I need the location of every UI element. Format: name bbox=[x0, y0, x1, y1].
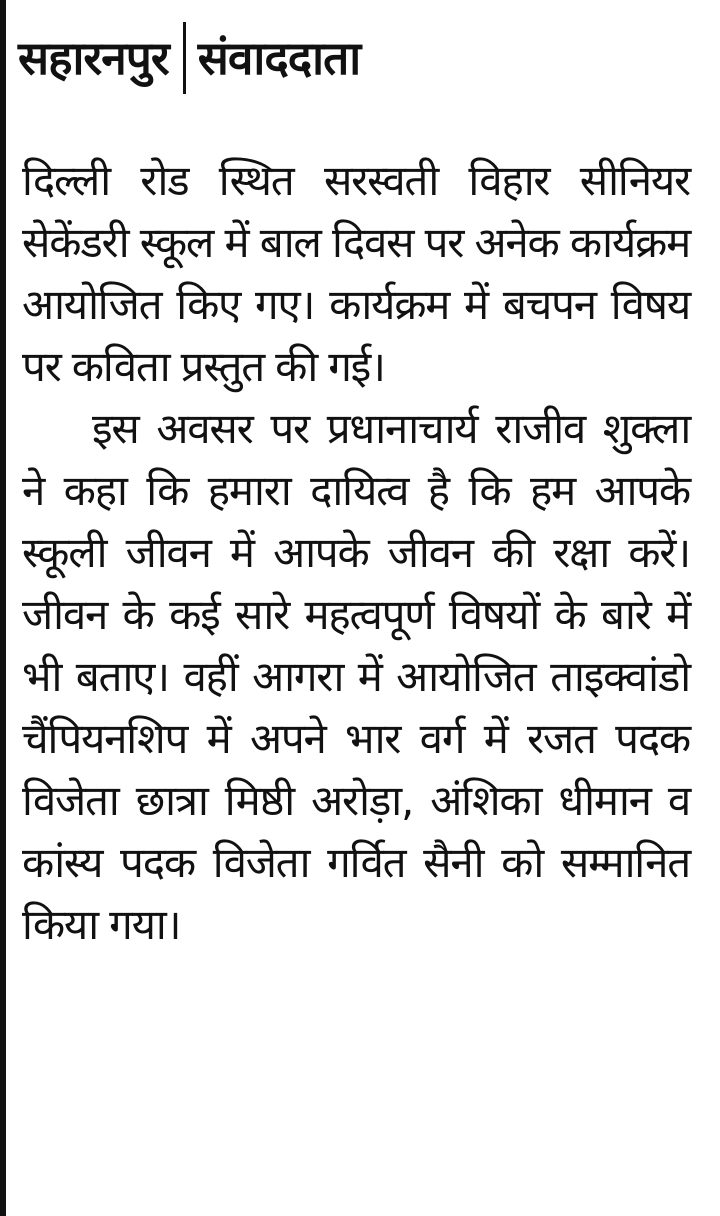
dateline-byline: संवाददाता bbox=[197, 31, 361, 85]
article-paragraph-2: इस अवसर पर प्रधानाचार्य राजीव शुक्ला ने कहा कि हमारा दायित्व है कि हम आपके स्कूली जीवन में आपके जीवन की रक्षा करें। जीवन के कई सारे महत्वपूर्ण विषयों के बारे में भी बताए। वहीं आगरा में आयोजित ताइक्वांडो चैंपियनशिप में अपने भार वर्ग में रजत पदक विजेता छात्रा मिष्ठी अरोड़ा, अंशिका धीमान व कांस्य पदक विजेता गर्वित सैनी को सम्मानित किया गया। bbox=[22, 404, 690, 949]
dateline bbox=[18, 18, 360, 98]
column-rule bbox=[0, 0, 6, 1216]
article-paragraph-1: दिल्ली रोड स्थित सरस्वती विहार सीनियर सेकेंडरी स्कूल में बाल दिवस पर अनेक कार्यक्रम आयोजित किए गए। कार्यक्रम में बचपन विषय पर कविता प्रस्तुत की गई। bbox=[22, 156, 690, 391]
dateline-separator bbox=[183, 22, 186, 94]
article-body bbox=[22, 150, 690, 956]
dateline-place: सहारनपुर bbox=[18, 31, 169, 85]
